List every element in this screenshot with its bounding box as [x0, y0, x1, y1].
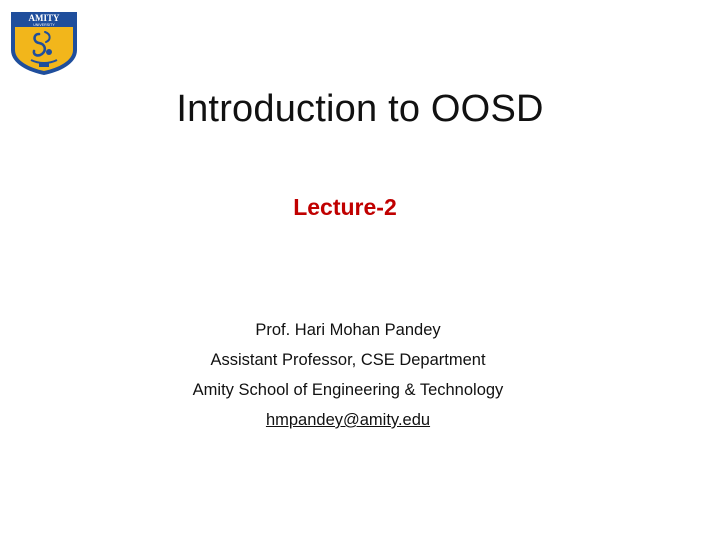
amity-shield-icon: [9, 10, 79, 76]
author-institution: Amity School of Engineering & Technology: [192, 381, 504, 399]
author-name: Prof. Hari Mohan Pandey: [255, 321, 441, 339]
author-block: [0, 315, 696, 435]
logo-wordmark: AMITY: [28, 13, 60, 23]
slide-title: Introduction to OOSD: [176, 88, 544, 130]
lecture-label: Lecture-2: [293, 194, 397, 220]
author-designation: Assistant Professor, CSE Department: [210, 351, 486, 369]
amity-logo: [9, 10, 79, 76]
author-email-link[interactable]: hmpandey@amity.edu: [265, 411, 431, 429]
logo-subtext: UNIVERSITY: [33, 23, 55, 27]
